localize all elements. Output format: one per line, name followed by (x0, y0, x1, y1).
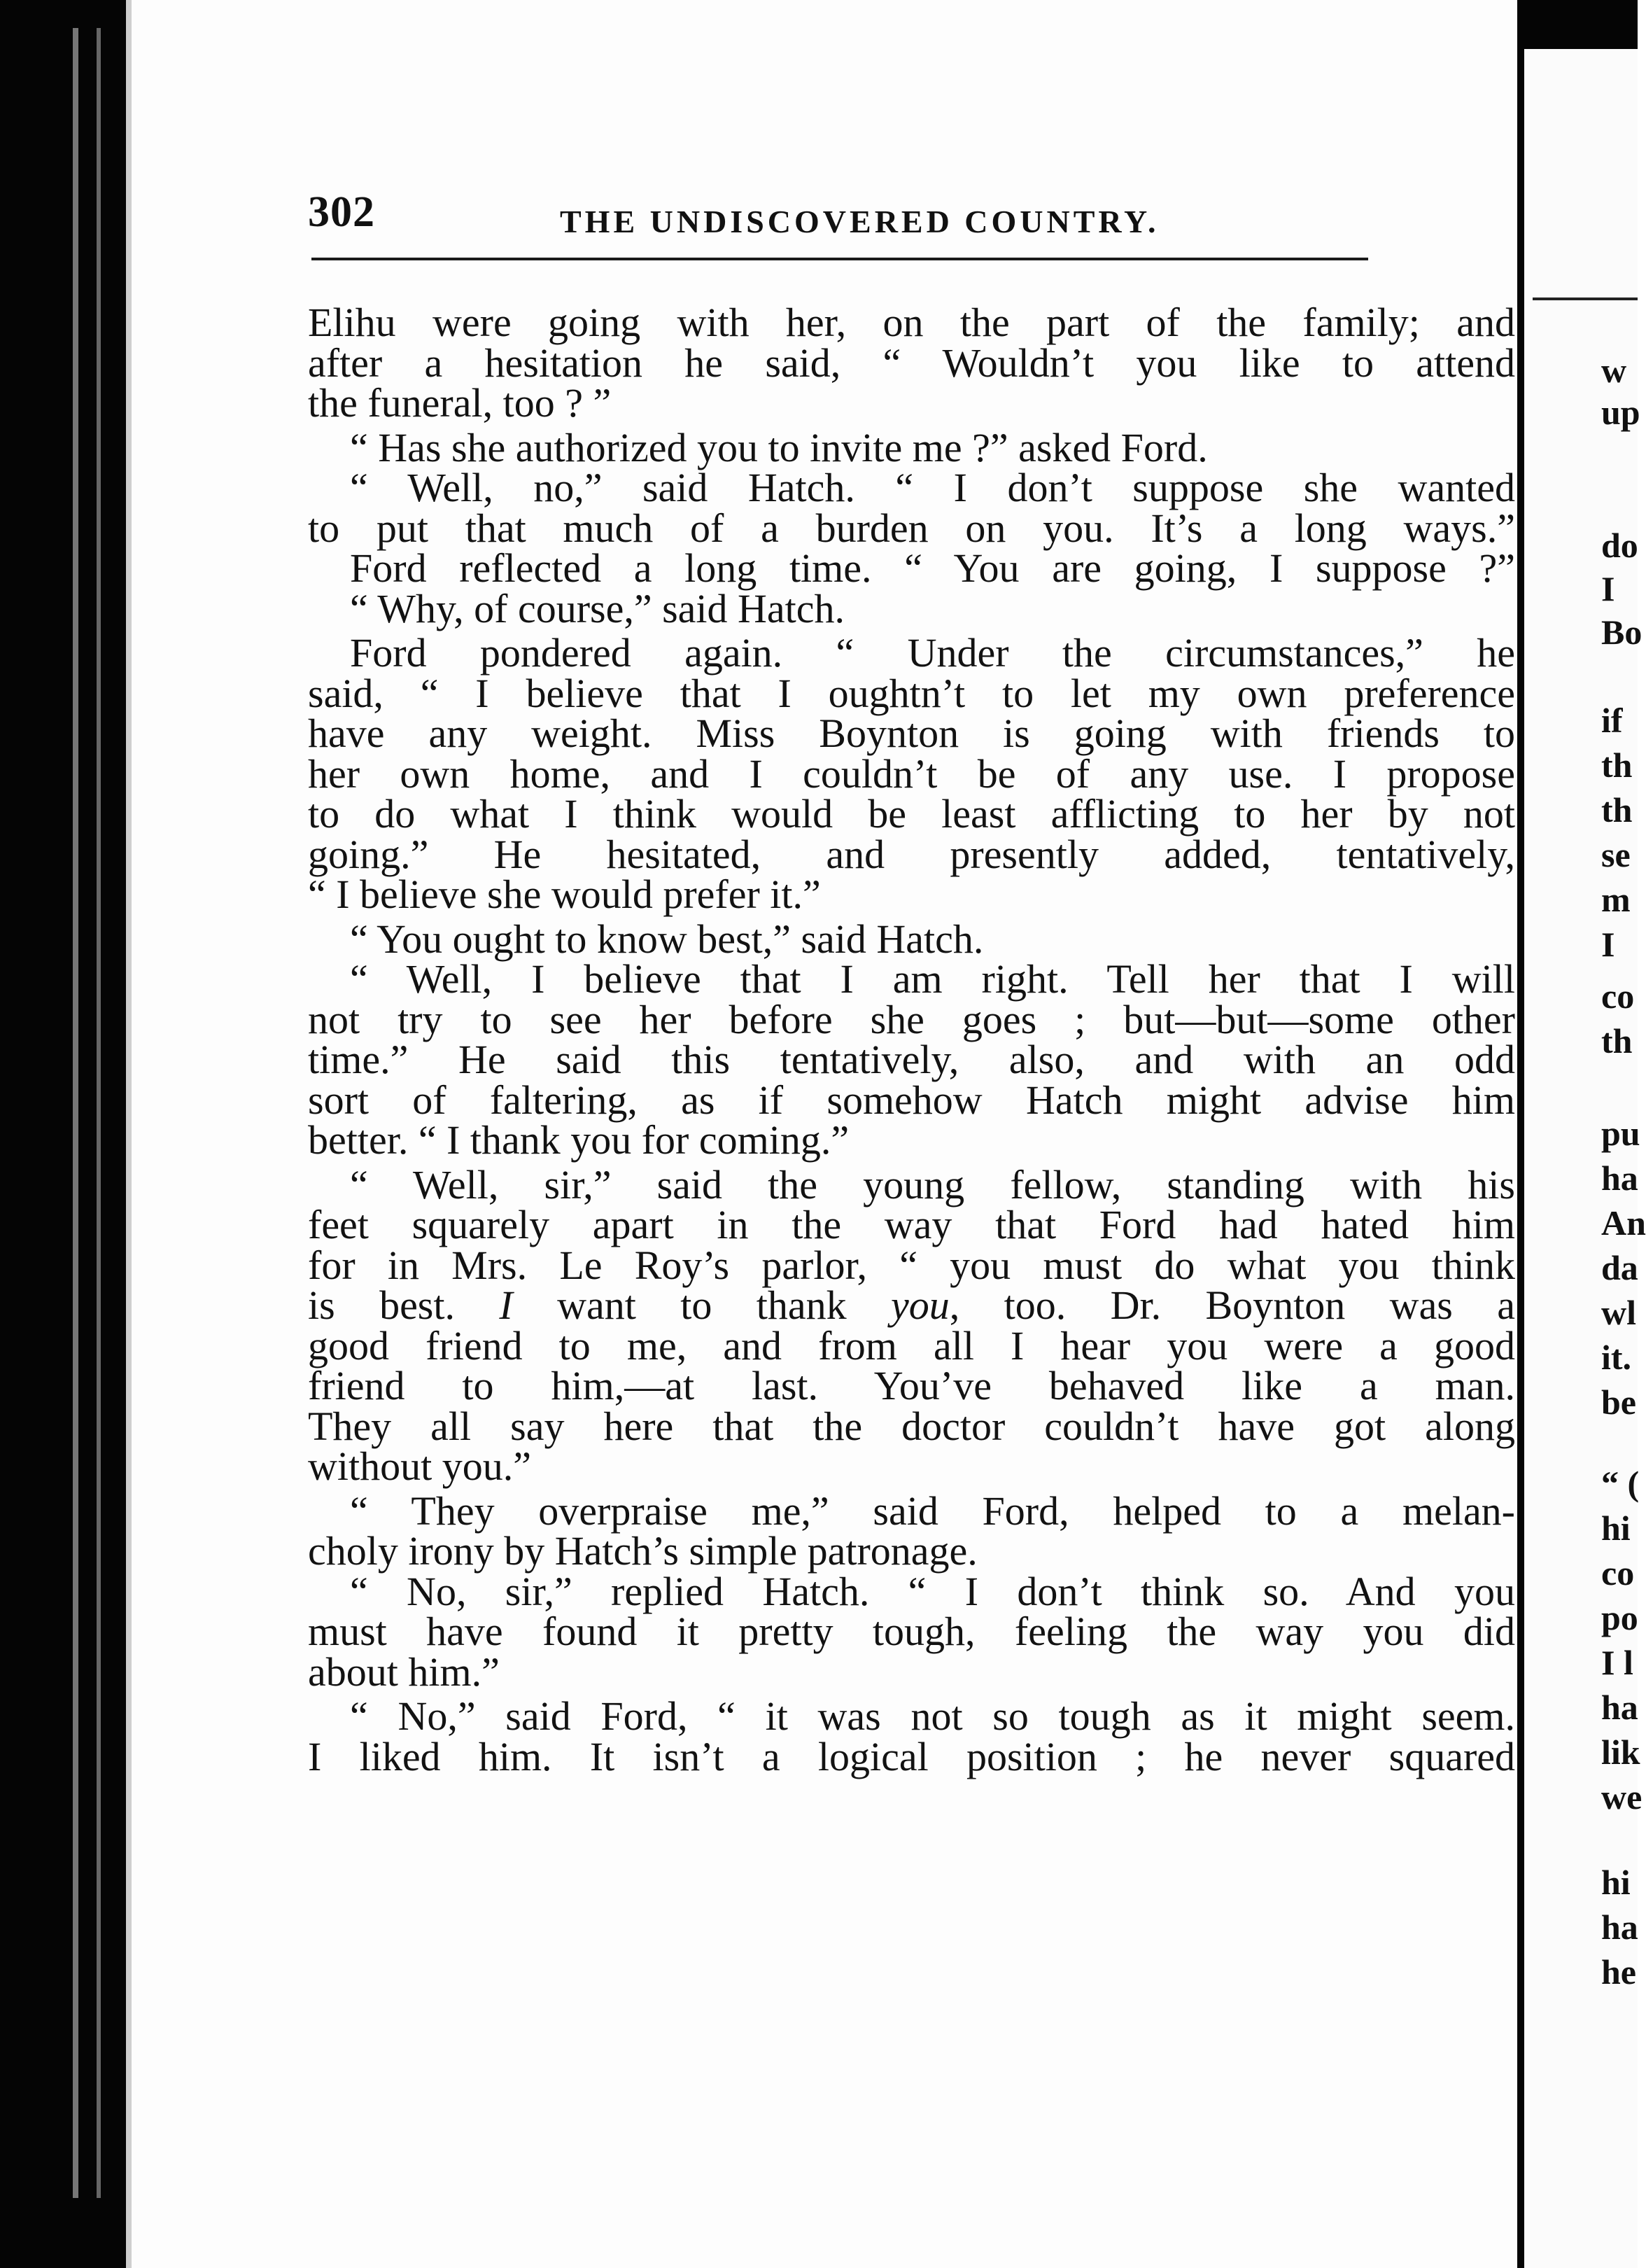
text-line: said, “ I believe that I oughtn’t to let my own preference (308, 670, 1515, 716)
facing-text-fragment: we (1601, 1777, 1643, 1816)
text-line: to put that much of a burden on you. It’s a long ways.” (308, 505, 1515, 551)
facing-text-fragment: I (1601, 925, 1615, 964)
page-fold-shadow (1517, 0, 1524, 2268)
text-line: friend to him,—at last. You’ve behaved like a man. (308, 1363, 1515, 1408)
text-line: “ No,” said Ford, “ it was not so tough as it might seem. (350, 1693, 1515, 1739)
facing-text-fragment: do (1601, 526, 1638, 565)
facing-text-fragment: se (1601, 835, 1631, 874)
text-line: must have found it pretty tough, feeling the way you did (308, 1609, 1515, 1654)
text-line: sort of faltering, as if somehow Hatch might advise him (308, 1077, 1515, 1123)
page-number: 302 (308, 188, 375, 236)
page-gutter-edge (126, 0, 132, 2268)
facing-text-fragment: up (1601, 393, 1640, 432)
text-line: going.” He hesitated, and presently added, tentatively, (308, 831, 1515, 877)
facing-text-fragment: if (1601, 701, 1623, 740)
text-line: the funeral, too ? ” (308, 380, 612, 426)
facing-text-fragment: th (1601, 1021, 1633, 1060)
facing-text-fragment: An (1601, 1203, 1646, 1242)
facing-text-fragment: wl (1601, 1293, 1636, 1332)
text-line: her own home, and I couldn’t be of any use. I propose (308, 750, 1515, 797)
facing-text-fragment: w (1601, 351, 1627, 390)
text-line: “ Well, I believe that I am right. Tell her that I will (350, 956, 1515, 1002)
text-run: , too. Dr. Boynton was a (949, 1282, 1516, 1328)
facing-text-fragment: da (1601, 1248, 1638, 1287)
facing-text-fragment: po (1601, 1598, 1638, 1637)
facing-text-fragment: th (1601, 790, 1633, 830)
text-run: is best. (308, 1282, 455, 1328)
page-stack-edge (73, 28, 78, 2198)
scan-left-border (0, 0, 126, 2268)
text-line: They all say here that the doctor couldn’t have got along (308, 1403, 1515, 1449)
text-line: for in Mrs. Le Roy’s parlor, “ you must do what you think (308, 1242, 1515, 1288)
text-line: time.” He said this tentatively, also, and with an odd (308, 1037, 1515, 1082)
text-run: want to thank (557, 1282, 847, 1328)
italic-run: I (499, 1282, 513, 1328)
italic-run: you (890, 1282, 950, 1328)
facing-text-fragment: pu (1601, 1114, 1640, 1153)
facing-text-fragment: lik (1601, 1732, 1640, 1772)
text-line: to do what I think would be least afflicting to her by not (308, 791, 1515, 836)
text-line: “ No, sir,” replied Hatch. “ I don’t think so. And you (350, 1568, 1515, 1614)
text-line: I liked him. It isn’t a logical position ; he never squared (308, 1733, 1515, 1779)
text-line: have any weight. Miss Boynton is going with friends to (308, 710, 1515, 756)
body-text (308, 302, 1515, 1777)
facing-text-fragment: co (1601, 1553, 1635, 1592)
page-stack-edge (97, 28, 101, 2198)
text-line: “ Well, no,” said Hatch. “ I don’t suppose she wanted (350, 465, 1515, 510)
text-line: choly irony by Hatch’s simple patronage. (308, 1528, 978, 1574)
header-rule (311, 258, 1368, 260)
facing-text-fragment: th (1601, 746, 1633, 785)
facing-text-fragment: I (1601, 569, 1615, 608)
facing-text-fragment: ha (1601, 1907, 1638, 1947)
text-line: “ I believe she would prefer it.” (308, 872, 821, 917)
text-line: better. “ I thank you for coming.” (308, 1117, 850, 1163)
facing-text-fragment: m (1601, 880, 1631, 919)
text-line: Ford reflected a long time. “ You are going, I suppose ?” (350, 545, 1515, 591)
text-line: “ You ought to know best,” said Hatch. (350, 916, 984, 962)
text-line: “ Well, sir,” said the young fellow, standing with his (350, 1161, 1515, 1208)
scan-top-right-border (1522, 0, 1638, 49)
facing-text-fragment: co (1601, 976, 1635, 1016)
facing-text-fragment: Bo (1601, 612, 1643, 652)
facing-text-fragment: I l (1601, 1643, 1633, 1682)
text-line: feet squarely apart in the way that Ford had hated him (308, 1202, 1515, 1247)
text-line: “ They overpraise me,” said Ford, helped to a melan- (350, 1488, 1515, 1534)
text-line: good friend to me, and from all I hear you were a good (308, 1322, 1515, 1368)
text-line: about him.” (308, 1648, 500, 1695)
text-line: Elihu were going with her, on the part of the family; and (308, 300, 1515, 345)
facing-text-fragment: ha (1601, 1158, 1638, 1198)
text-line: not try to see her before she goes ; but—but—some other (308, 996, 1515, 1042)
facing-text-fragment: he (1601, 1952, 1636, 1991)
running-head: THE UNDISCOVERED COUNTRY. (560, 204, 1160, 239)
page-header (308, 188, 1358, 244)
facing-text-fragment: it. (1601, 1338, 1632, 1377)
facing-text-fragment: “ ( (1601, 1464, 1640, 1503)
facing-text-fragment: ha (1601, 1688, 1638, 1727)
text-line: “ Why, of course,” said Hatch. (350, 585, 845, 631)
text-line (308, 1282, 1516, 1328)
facing-page-rule (1533, 298, 1638, 300)
text-line: without you.” (308, 1443, 531, 1489)
facing-text-fragment: hi (1601, 1863, 1631, 1902)
facing-text-fragment: be (1601, 1382, 1636, 1422)
text-line: after a hesitation he said, “ Wouldn’t you like to attend (308, 340, 1515, 386)
text-line: Ford pondered again. “ Under the circumstances,” he (350, 630, 1515, 676)
facing-text-fragment: hi (1601, 1508, 1631, 1548)
text-line: “ Has she authorized you to invite me ?” asked Ford. (350, 424, 1208, 470)
